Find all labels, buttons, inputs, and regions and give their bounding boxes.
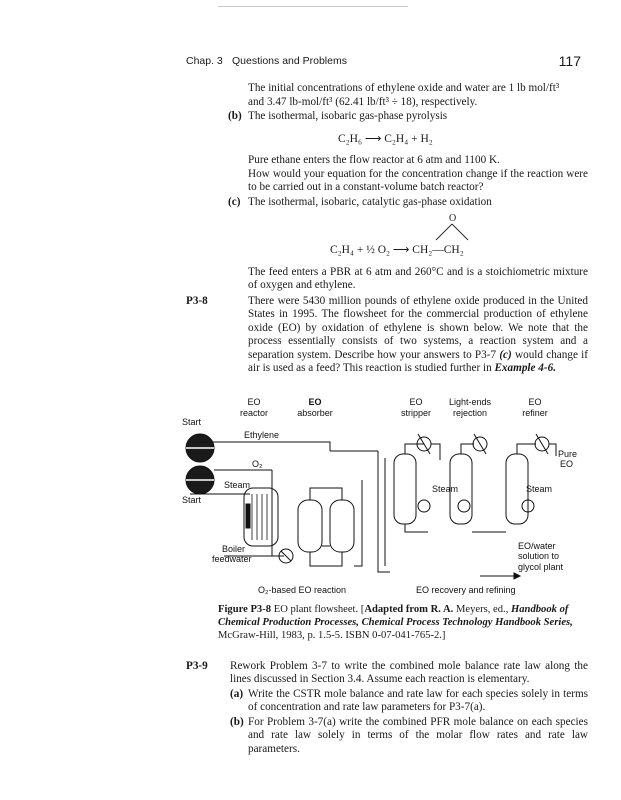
label-light-ends-1: Light-ends — [448, 397, 492, 407]
label-pure-eo-2: EO — [560, 459, 574, 469]
page-number: 117 — [558, 53, 581, 69]
label-eo-absorber-1: EO — [308, 397, 322, 407]
recycle-absorber-vessel — [330, 500, 354, 552]
label-start-bottom: Start — [182, 495, 202, 505]
label-eo-refiner-1: EO — [528, 397, 542, 407]
label-section-recovery: EO recovery and refining — [416, 585, 516, 595]
part-c-feed: The feed enters a PBR at 6 atm and 260°C and is a stoichiometric mixture of oxygen and ethylene. — [248, 266, 588, 292]
problem-p3-9-text: Rework Problem 3-7 to write the combined mole balance rate law along the lines discussed in Section 3.4. Assume each reaction is elementary. — [230, 660, 588, 686]
intro-line-2: and 3.47 lb-mol/ft³ (62.41 lb/ft³ ÷ 18), respectively. — [248, 96, 478, 108]
label-eo-absorber-2: absorber — [297, 408, 333, 418]
oxide-o-atom: O — [449, 213, 457, 224]
label-eo-refiner-2: refiner — [522, 408, 548, 418]
top-rule — [218, 6, 408, 7]
p3-9-b-text: For Problem 3-7(a) write the combined PFR mole balance on each species and rate law solely in terms of the molar flow rates and rate law parameters. — [248, 716, 588, 755]
label-boiler-1: Boiler — [222, 544, 246, 554]
label-eo-water-2: solution to — [518, 551, 560, 561]
problem-p3-9-label: P3-9 — [186, 660, 208, 672]
label-eo-reactor-2: reactor — [239, 408, 269, 418]
problem-p3-8-label: P3-8 — [186, 295, 208, 307]
label-eo-water-1: EO/water — [518, 541, 556, 551]
label-eo-stripper-2: stripper — [400, 408, 432, 418]
label-ethylene: Ethylene — [244, 430, 280, 440]
label-o2: O₂ — [252, 459, 263, 469]
part-b-text: The isothermal, isobaric gas-phase pyrolysis — [248, 110, 448, 122]
label-pure-eo-1: Pure — [558, 449, 578, 459]
eo-plant-flowsheet — [180, 396, 600, 602]
label-steam-left: Steam — [224, 480, 251, 490]
part-c-label: (c) — [228, 196, 241, 208]
p3-9-b-label: (b) — [230, 716, 244, 728]
page-header — [186, 54, 581, 70]
flowsheet-diagram — [180, 396, 600, 602]
problem-p3-8-text: There were 5430 million pounds of ethylene oxide produced in the United States in 1995. The flowsheet for the commercial production of ethylene oxide (EO) by oxidation of ethylene is shown below. We note that the process essentially consists of two systems, a reaction system and a separation system. Describe how your answers to P3-7 (c) would change if air is used as a feed? This reaction is studied further in Example 4-6. — [248, 295, 589, 375]
oxidation-equation: C₂H₄ + ½ O₂ ⟶ CH₂—CH₂ — [330, 244, 464, 256]
label-start-top: Start — [182, 417, 202, 427]
label-boiler-2: feedwater — [212, 554, 252, 564]
label-light-ends-2: rejection — [452, 408, 488, 418]
label-eo-stripper-1: EO — [409, 397, 423, 407]
part-c-text: The isothermal, isobaric, catalytic gas-phase oxidation — [248, 196, 492, 208]
label-steam-mid: Steam — [432, 484, 459, 494]
eo-refiner-column — [506, 454, 528, 524]
reboiler-1 — [418, 500, 430, 512]
reboiler-2 — [458, 500, 470, 512]
eo-absorber-vessel — [298, 500, 322, 552]
running-title: Questions and Problems — [232, 55, 347, 67]
figure-caption: Figure P3-8 EO plant flowsheet. [Adapted from R. A. Meyers, ed., Handbook of Chemical Production Processes, Chemical Process Technology Handbook Series, McGraw-Hill, 1983, p. 1.5-5. ISBN 0-07-041-765-2.] — [218, 604, 573, 641]
part-b-label: (b) — [228, 110, 242, 122]
part-b-question: How would your equation for the concentration change if the reaction were to be carried out in a constant-volume batch reactor? — [248, 168, 588, 194]
label-steam-right: Steam — [526, 484, 553, 494]
label-eo-reactor-1: EO — [247, 397, 261, 407]
label-section-reaction: O₂-based EO reaction — [258, 585, 347, 595]
pure-eo-outlet — [549, 444, 556, 456]
eo-stripper-vessel — [394, 454, 416, 524]
p3-9-a-label: (a) — [230, 688, 244, 700]
p3-9-a-text: Write the CSTR mole balance and rate law for each species solely in terms of concentration and rate law parameters for P3-7(a). — [248, 688, 588, 714]
pyrolysis-equation: C₂H₆ ⟶ C₂H₄ + H₂ — [338, 133, 433, 145]
intro-line-1: The initial concentrations of ethylene oxide and water are 1 lb mol/ft³ — [248, 82, 560, 94]
part-b-conditions: Pure ethane enters the flow reactor at 6 atm and 1100 K. — [248, 154, 500, 166]
chapter-label: Chap. 3 — [186, 55, 223, 67]
epoxide-ring-bonds — [430, 222, 474, 242]
label-eo-water-3: glycol plant — [518, 562, 564, 572]
